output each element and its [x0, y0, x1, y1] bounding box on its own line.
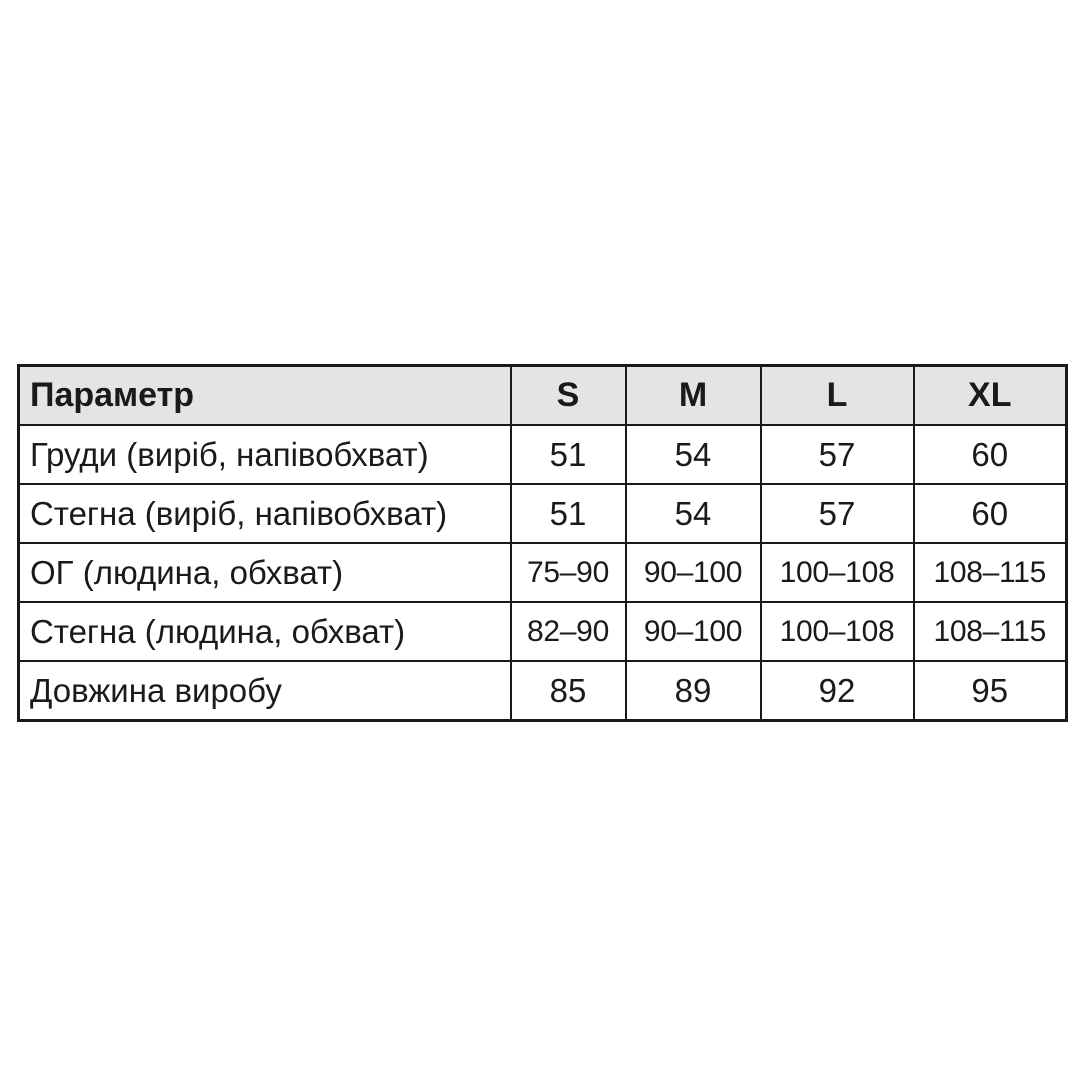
cell-value: 90–100 [626, 602, 761, 661]
row-label-chest-body: ОГ (людина, обхват) [19, 543, 511, 602]
cell-value: 75–90 [511, 543, 626, 602]
size-chart-table [17, 364, 1068, 722]
row-label-hips-garment: Стегна (виріб, напівобхват) [19, 484, 511, 543]
header-size-m: M [626, 366, 761, 426]
cell-value: 51 [511, 484, 626, 543]
cell-value: 51 [511, 425, 626, 484]
cell-value: 89 [626, 661, 761, 721]
table-row [19, 543, 1067, 602]
row-label-chest-garment: Груди (виріб, напівобхват) [19, 425, 511, 484]
table-row [19, 661, 1067, 721]
row-label-length: Довжина виробу [19, 661, 511, 721]
cell-value: 60 [914, 425, 1067, 484]
table-row [19, 484, 1067, 543]
cell-value: 108–115 [914, 602, 1067, 661]
cell-value: 85 [511, 661, 626, 721]
cell-value: 108–115 [914, 543, 1067, 602]
table-row [19, 425, 1067, 484]
cell-value: 90–100 [626, 543, 761, 602]
cell-value: 57 [761, 425, 914, 484]
size-chart-body [19, 425, 1067, 721]
cell-value: 100–108 [761, 602, 914, 661]
cell-value: 57 [761, 484, 914, 543]
cell-value: 60 [914, 484, 1067, 543]
row-label-hips-body: Стегна (людина, обхват) [19, 602, 511, 661]
cell-value: 54 [626, 425, 761, 484]
cell-value: 82–90 [511, 602, 626, 661]
cell-value: 100–108 [761, 543, 914, 602]
header-size-l: L [761, 366, 914, 426]
size-chart-header [19, 366, 1067, 426]
header-parameter: Параметр [19, 366, 511, 426]
cell-value: 92 [761, 661, 914, 721]
header-size-s: S [511, 366, 626, 426]
cell-value: 95 [914, 661, 1067, 721]
table-row [19, 602, 1067, 661]
header-size-xl: XL [914, 366, 1067, 426]
header-row [19, 366, 1067, 426]
cell-value: 54 [626, 484, 761, 543]
